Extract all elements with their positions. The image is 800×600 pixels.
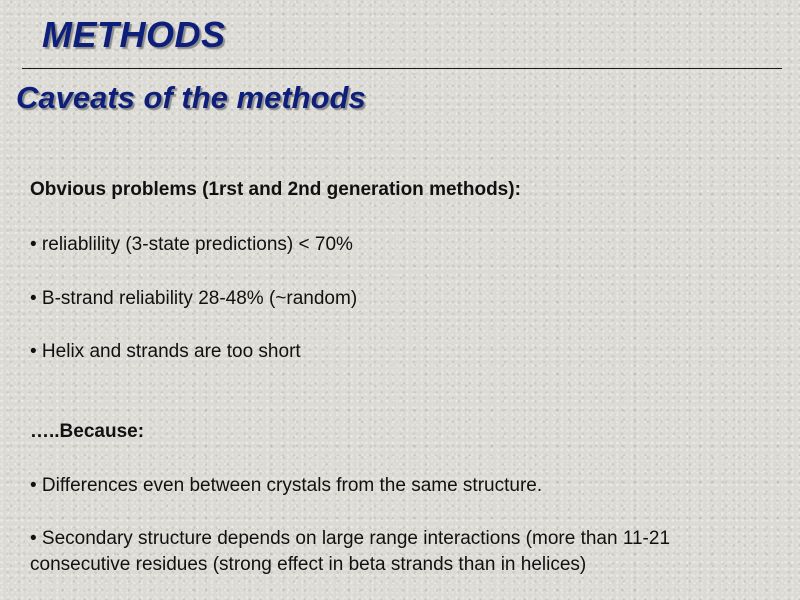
problem-item-b-strand: • B-strand reliability 28-48% (~random) (30, 288, 358, 309)
title-divider (22, 68, 782, 69)
problems-heading: Obvious problems (1rst and 2nd generation methods): (30, 179, 521, 200)
slide-subtitle: Caveats of the methods (16, 80, 366, 115)
slide-title: METHODS (42, 14, 226, 55)
problem-item-helix-strands: • Helix and strands are too short (30, 341, 301, 362)
because-heading: …..Because: (30, 421, 145, 442)
reason-item-crystals: • Differences even between crystals from the same structure. (30, 475, 543, 496)
reason-item-interactions: • Secondary structure depends on large range interactions (more than 11-21 consecutive residues (strong effect in beta strands than in helices) (30, 528, 671, 575)
problem-item-reliability: • reliablility (3-state predictions) < 70% (30, 234, 353, 255)
